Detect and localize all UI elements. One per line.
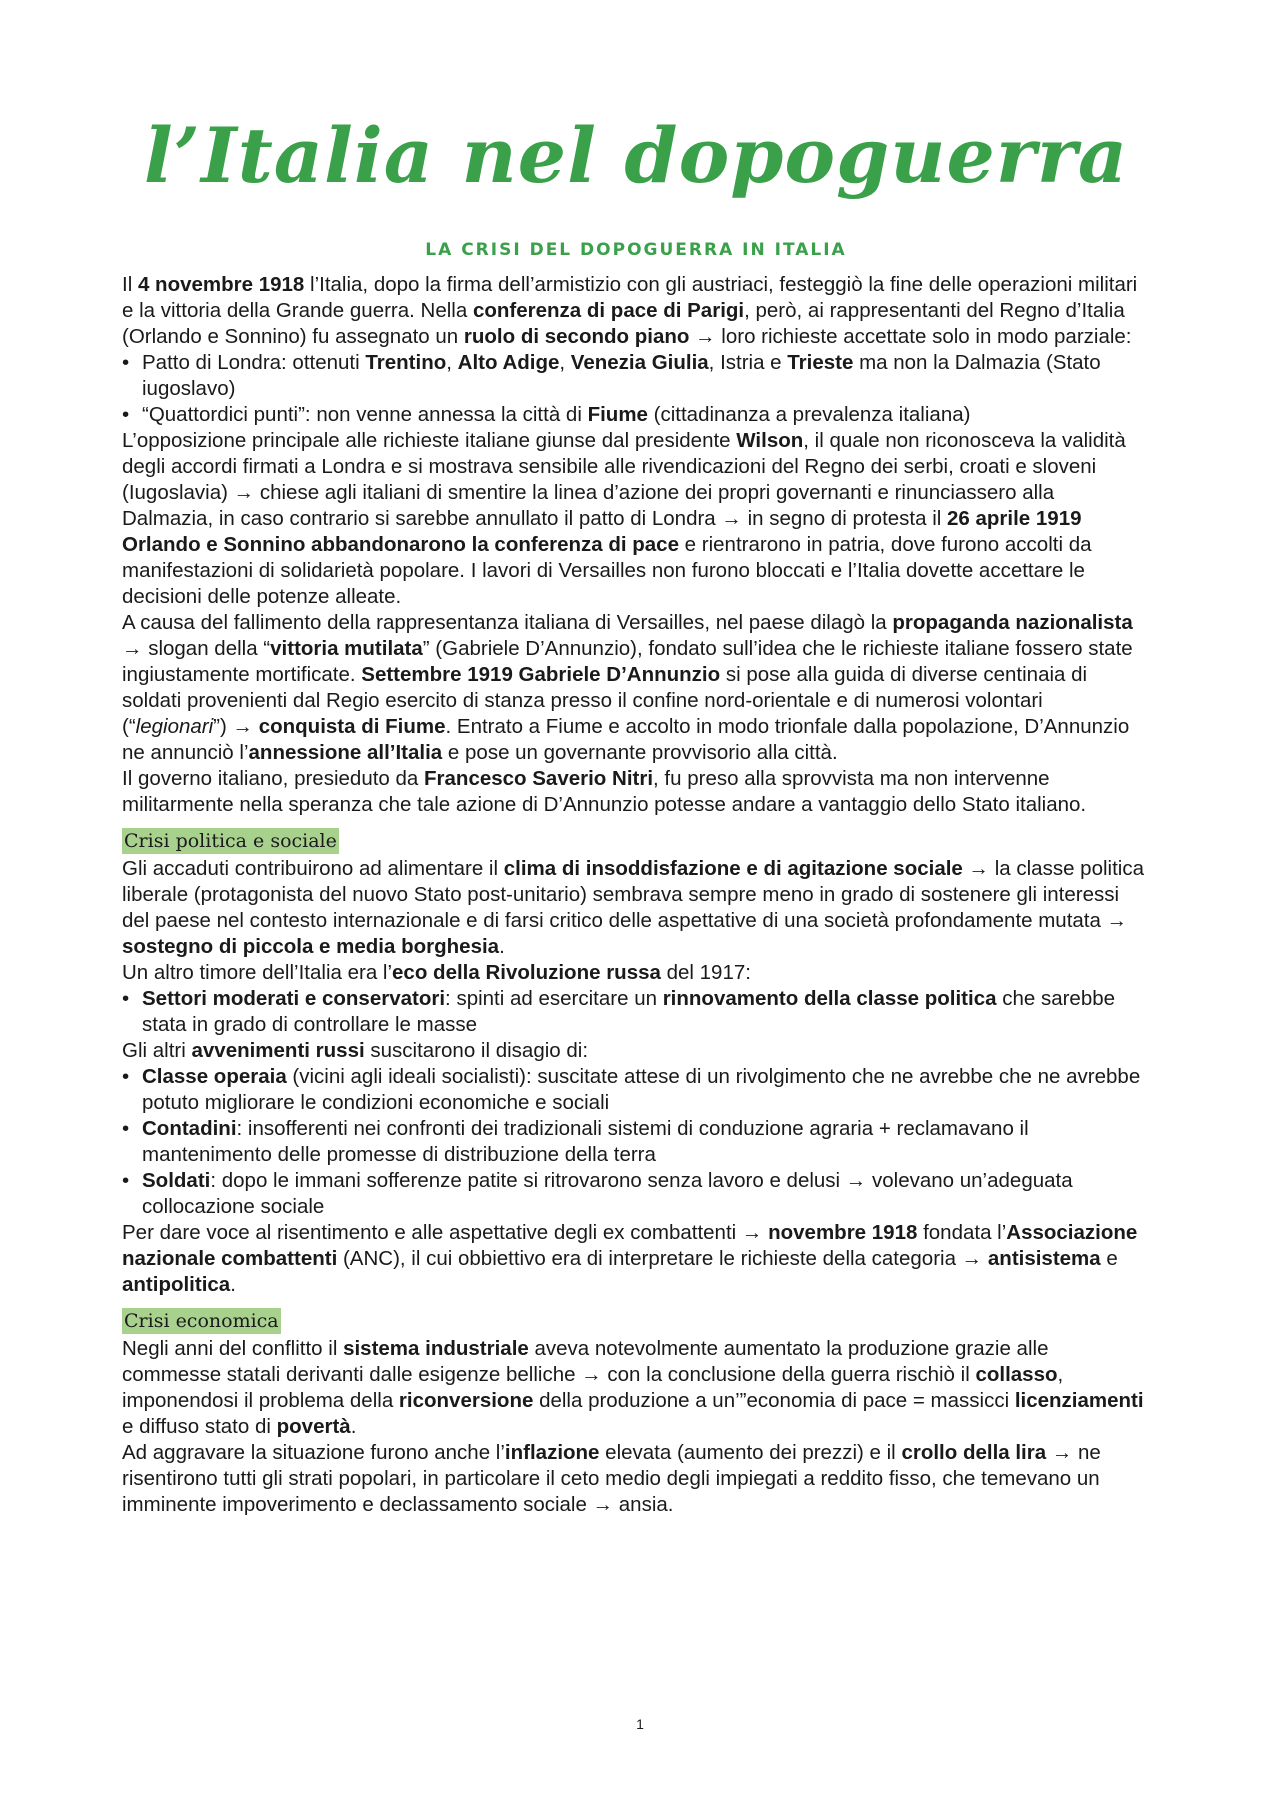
text-run: . (499, 935, 505, 958)
bold-text: clima di insoddisfazione e di agitazione sociale (503, 857, 963, 880)
list-item (122, 1064, 1150, 1116)
text-run: Gli accaduti contribuirono ad alimentare il (122, 857, 504, 880)
text-run: e diffuso stato di (122, 1415, 277, 1438)
text-run: Per dare voce al risentimento e alle aspettative degli ex combattenti → (122, 1221, 769, 1244)
text-run: “Quattordici punti”: non venne annessa la città di (142, 403, 588, 426)
text-run: l’Italia, dopo la firma dell’armistizio con gli austriaci, festeggiò la fine delle operazioni militari e la vittoria della Grande guerra. Nella (122, 273, 1138, 322)
text-run: , imponendosi il problema della (122, 1363, 1064, 1412)
bold-text: novembre 1918 (768, 1221, 918, 1244)
paragraph (122, 856, 1150, 960)
text-run: , Istria e (708, 351, 788, 374)
bold-text: Classe operaia (142, 1065, 287, 1088)
text-run: L’opposizione principale alle richieste italiane giunse dal presidente (122, 429, 737, 452)
text-run: (vicini agli ideali socialisti): suscitate attese di un rivolgimento che ne avrebbe che ne avrebbe potuto migliorare le condizioni economiche e sociali (142, 1065, 1141, 1114)
bold-text: Trieste (787, 351, 854, 374)
bold-text: sistema industriale (343, 1337, 529, 1360)
text-run: fondata l’ (917, 1221, 1007, 1244)
text-run: Negli anni del conflitto il (122, 1337, 344, 1360)
text-run: ”) → (213, 715, 259, 738)
text-run: aveva notevolmente aumentato la produzione grazie alle commesse statali derivanti dalle esigenze belliche → con la conclusione della guerra rischiò il (122, 1337, 1049, 1386)
text-run: , il quale non riconosceva la validità degli accordi firmati a Londra e si mostrava sensibile alle rivendicazioni del Regno dei serbi, croati e sloveni (Iugoslavia) → chiese agli italiani di smentire la linea d’azione dei propri governanti e rinunciassero alla Dalmazia, in caso contrario si sarebbe annullato il patto di Londra → in segno di protesta il (122, 429, 1126, 530)
bold-text: annessione all’Italia (248, 741, 443, 764)
page-subtitle: LA CRISI DEL DOPOGUERRA IN ITALIA (425, 240, 847, 260)
section-heading: Crisi economica (124, 1310, 279, 1332)
paragraph (122, 610, 1150, 766)
text-run: Gli altri (122, 1039, 192, 1062)
bold-text: propaganda nazionalista (892, 611, 1133, 634)
text-run: (cittadinanza a prevalenza italiana) (647, 403, 971, 426)
bold-text: vittoria mutilata (270, 637, 423, 660)
text-run: della produzione a un’”economia di pace = massicci (533, 1389, 1015, 1412)
bold-text: antipolitica (122, 1273, 231, 1296)
list-item (122, 1168, 1150, 1220)
paragraph (122, 766, 1150, 818)
list-item (122, 350, 1150, 402)
text-run: → ne risentirono tutti gli strati popolari, in particolare il ceto medio degli impiegati a reddito fisso, che temevano un imminente impoverimento e declassamento sociale → ansia. (122, 1441, 1101, 1516)
bold-text: eco della Rivoluzione russa (392, 961, 661, 984)
text-run: suscitarono il disagio di: (364, 1039, 589, 1062)
text-run: , (446, 351, 458, 374)
text-run: : dopo le immani sofferenze patite si ritrovarono senza lavoro e delusi → volevano un’adeguata collocazione sociale (142, 1169, 1073, 1218)
bold-text: Settori moderati e conservatori (142, 987, 446, 1010)
text-run: → la classe politica liberale (protagonista del nuovo Stato post-unitario) sembrava sempre meno in grado di sostenere gli interessi del paese nel contesto internazionale e di farsi critico delle aspettative di una società profondamente mutata → (122, 857, 1144, 932)
bold-text: avvenimenti russi (191, 1039, 365, 1062)
paragraph (122, 960, 1150, 986)
bold-text: collasso (975, 1363, 1058, 1386)
bold-text: Venezia Giulia (570, 351, 709, 374)
page-title: l’Italia nel dopoguerra (143, 111, 1129, 200)
text-run: . Entrato a Fiume e accolto in modo trionfale dalla popolazione, D’Annunzio ne annunciò l’ (122, 715, 1130, 764)
bold-text: povertà (276, 1415, 351, 1438)
paragraph (122, 272, 1150, 350)
bold-text: sostegno di piccola e media borghesia (122, 935, 500, 958)
bold-text: licenziamenti (1014, 1389, 1144, 1412)
text-run: Un altro timore dell’Italia era l’ (122, 961, 393, 984)
text-run: , fu preso alla sprovvista ma non intervenne militarmente nella speranza che tale azione di D’Annunzio potesse andare a vantaggio dello Stato italiano. (122, 767, 1087, 816)
text-run: e (1100, 1247, 1118, 1270)
text-run: e rientrarono in patria, dove furono accolti da manifestazioni di solidarietà popolare. I lavori di Versailles non furono bloccati e l’Italia dovette accettare le decisioni delle potenze alleate. (122, 533, 1092, 608)
text-run: del 1917: (660, 961, 751, 984)
bold-text: crollo della lira (901, 1441, 1047, 1464)
text-run: : insofferenti nei confronti dei tradizionali sistemi di conduzione agraria + reclamavano il mantenimento delle promesse di distribuzione della terra (142, 1117, 1029, 1166)
page-number: 1 (636, 1716, 644, 1732)
text-run: elevata (aumento dei prezzi) e il (599, 1441, 902, 1464)
text-run: → slogan della “ (122, 637, 271, 660)
bold-text: Contadini (142, 1117, 237, 1140)
text-run: . (230, 1273, 236, 1296)
text-run: che sarebbe stata in grado di controllare le masse (142, 987, 1116, 1036)
text-run: Il governo italiano, presieduto da (122, 767, 425, 790)
section-heading-row (122, 1298, 1150, 1336)
text-run: A causa del fallimento della rappresentanza italiana di Versailles, nel paese dilagò la (122, 611, 893, 634)
paragraph (122, 1440, 1150, 1518)
bold-text: Alto Adige (457, 351, 560, 374)
text-run: . (350, 1415, 357, 1438)
bold-text: Francesco Saverio Nitri (424, 767, 654, 790)
bullet-list (122, 986, 1150, 1038)
list-item (122, 986, 1150, 1038)
text-run: Ad aggravare la situazione furono anche l’ (122, 1441, 505, 1464)
bold-text: riconversione (398, 1389, 534, 1412)
bold-text: Fiume (587, 403, 648, 426)
text-run: , però, ai rappresentanti del Regno d’Italia (Orlando e Sonnino) fu assegnato un (122, 299, 1125, 348)
document-body (122, 272, 1150, 1518)
bold-text: ruolo di secondo piano (463, 325, 690, 348)
text-run: si pose alla guida di diverse centinaia di soldati provenienti dal Regio esercito di stanza presso il confine nord-orientale e di numerosi volontari (“ (122, 663, 1088, 738)
bold-text: 4 novembre 1918 (137, 273, 305, 296)
paragraph (122, 1336, 1150, 1440)
text-run: : spinti ad esercitare un (445, 987, 663, 1010)
text-run: Il (122, 273, 138, 296)
paragraph (122, 428, 1150, 610)
bold-text: Associazione nazionale combattenti (122, 1221, 1138, 1270)
paragraph (122, 1038, 1150, 1064)
bold-text: inflazione (504, 1441, 600, 1464)
text-run: (ANC), il cui obbiettivo era di interpretare le richieste della categoria → (337, 1247, 988, 1270)
text-run: ” (Gabriele D’Annunzio), fondato sull’idea che le richieste italiane fossero state ingiustamente mortificate. (122, 637, 1133, 686)
bold-text: conferenza di pace di Parigi (472, 299, 745, 322)
text-run: → loro richieste accettate solo in modo parziale: (689, 325, 1132, 348)
bullet-list (122, 1064, 1150, 1220)
bullet-list (122, 350, 1150, 428)
bold-text: antisistema (987, 1247, 1101, 1270)
bold-text: conquista di Fiume (258, 715, 446, 738)
text-run: ma non la Dalmazia (Stato iugoslavo) (142, 351, 1101, 400)
text-run: Patto di Londra: ottenuti (142, 351, 366, 374)
paragraph (122, 1220, 1150, 1298)
bold-text: rinnovamento della classe politica (662, 987, 997, 1010)
text-run: e pose un governante provvisorio alla città. (442, 741, 838, 764)
bold-text: Trentino (365, 351, 447, 374)
list-item (122, 402, 1150, 428)
list-item (122, 1116, 1150, 1168)
bold-text: Soldati (142, 1169, 211, 1192)
bold-text: Wilson (736, 429, 804, 452)
italic-text: legionari (135, 715, 214, 738)
section-heading-row (122, 818, 1150, 856)
bold-text: 26 aprile 1919 Orlando e Sonnino abbandonarono la conferenza di pace (122, 507, 1082, 556)
bold-text: Settembre 1919 Gabriele D’Annunzio (361, 663, 721, 686)
text-run: , (559, 351, 571, 374)
section-heading: Crisi politica e sociale (124, 830, 337, 852)
